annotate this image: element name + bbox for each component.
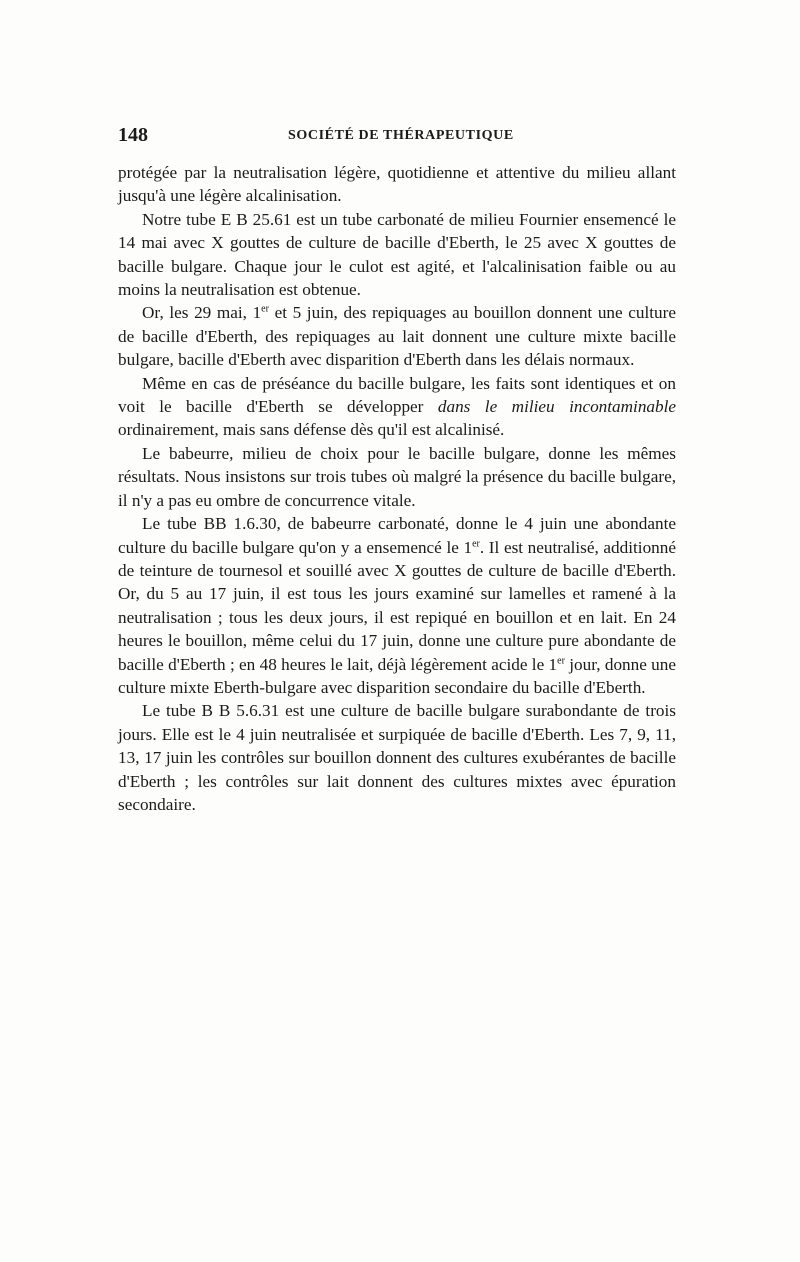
page-number: 148 — [118, 124, 148, 146]
paragraph-2-text: Notre tube E B 25.61 est un tube carbonaté de milieu Fournier ensemencé le 14 mai avec X gouttes de culture de bacille d'Eberth, le 25 avec X gouttes de bacille bulgare. Chaque jour le culot est agité, et l'alcalinisation faible ou au moins la neutralisation est obtenue. — [118, 209, 676, 300]
paragraph-7 — [118, 699, 676, 816]
paragraph-4 — [118, 372, 676, 442]
paragraph-7-text: Le tube B B 5.6.31 est une culture de bacille bulgare surabondante de trois jours. Elle est le 4 juin neutralisée et surpiquée de bacille d'Eberth. Les 7, 9, 11, 13, 17 juin les contrôles sur bouillon donnent des cultures exubérantes de bacille d'Eberth ; les contrôles sur lait donnent des cultures mixtes avec épuration secondaire. — [118, 701, 676, 814]
paragraph-4-italic-phrase: dans le milieu incontaminable — [437, 397, 677, 417]
paragraph-6-text-middle: . Il est neutralisé, additionné de teinture de tournesol et souillé avec X gouttes de culture de bacille d'Eberth. Or, du 5 au 17 juin, il est tous les jours examiné sur lamelles et ramené à la neutralisation ; tous les deux jours, il est repiqué en bouillon et en lait. En 24 heures le bouillon, même celui du 17 juin, donne une culture pure abondante de bacille d'Eberth ; en 48 heures le lait, déjà légèrement acide le 1 — [118, 537, 676, 674]
paragraph-6-superscript-2: er — [557, 654, 565, 666]
paragraph-6 — [118, 512, 676, 699]
paragraph-6-text-end: jour, donne une culture mixte Eberth-bulgare avec disparition secondaire du bacille d'Eberth. — [118, 654, 676, 697]
paragraph-2 — [118, 208, 676, 302]
paragraph-5-text: Le babeurre, milieu de choix pour le bacille bulgare, donne les mêmes résultats. Nous insistons sur trois tubes où malgré la présence du bacille bulgare, il n'y a pas eu ombre de concurrence vitale. — [118, 443, 676, 510]
running-head: SOCIÉTÉ DE THÉRAPEUTIQUE — [288, 128, 514, 143]
paragraph-1 — [118, 161, 676, 208]
page-header — [118, 124, 684, 150]
paragraph-4-text-before: Même en cas de préséance du bacille bulgare, les faits sont identiques et on voit le bacille d'Eberth se développer — [118, 373, 676, 417]
paragraph-5 — [118, 442, 676, 512]
paragraph-4-text-after: ordinairement, mais sans défense dès qu'il est alcalinisé. — [118, 420, 505, 440]
paragraph-3-text-after: et 5 juin, des repiquages au bouillon donnent une culture de bacille d'Eberth, des repiquages au lait donnent une culture mixte bacille bulgare, bacille d'Eberth avec disparition d'Eberth dans les délais normaux. — [118, 303, 676, 370]
paragraph-6-superscript: er — [472, 537, 480, 549]
body-text — [118, 161, 676, 816]
paragraph-3-text-before: Or, les 29 mai, 1 — [142, 303, 262, 323]
paragraph-1-text: protégée par la neutralisation légère, quotidienne et attentive du milieu allant jusqu'à une légère alcalinisation. — [118, 163, 676, 206]
paragraph-6-text-before: Le tube BB 1.6.30, de babeurre carbonaté, donne le 4 juin une abondante culture du bacille bulgare qu'on y a ensemencé le 1 — [118, 514, 676, 557]
paragraph-3-superscript: er — [261, 303, 269, 315]
paragraph-3 — [118, 301, 676, 371]
